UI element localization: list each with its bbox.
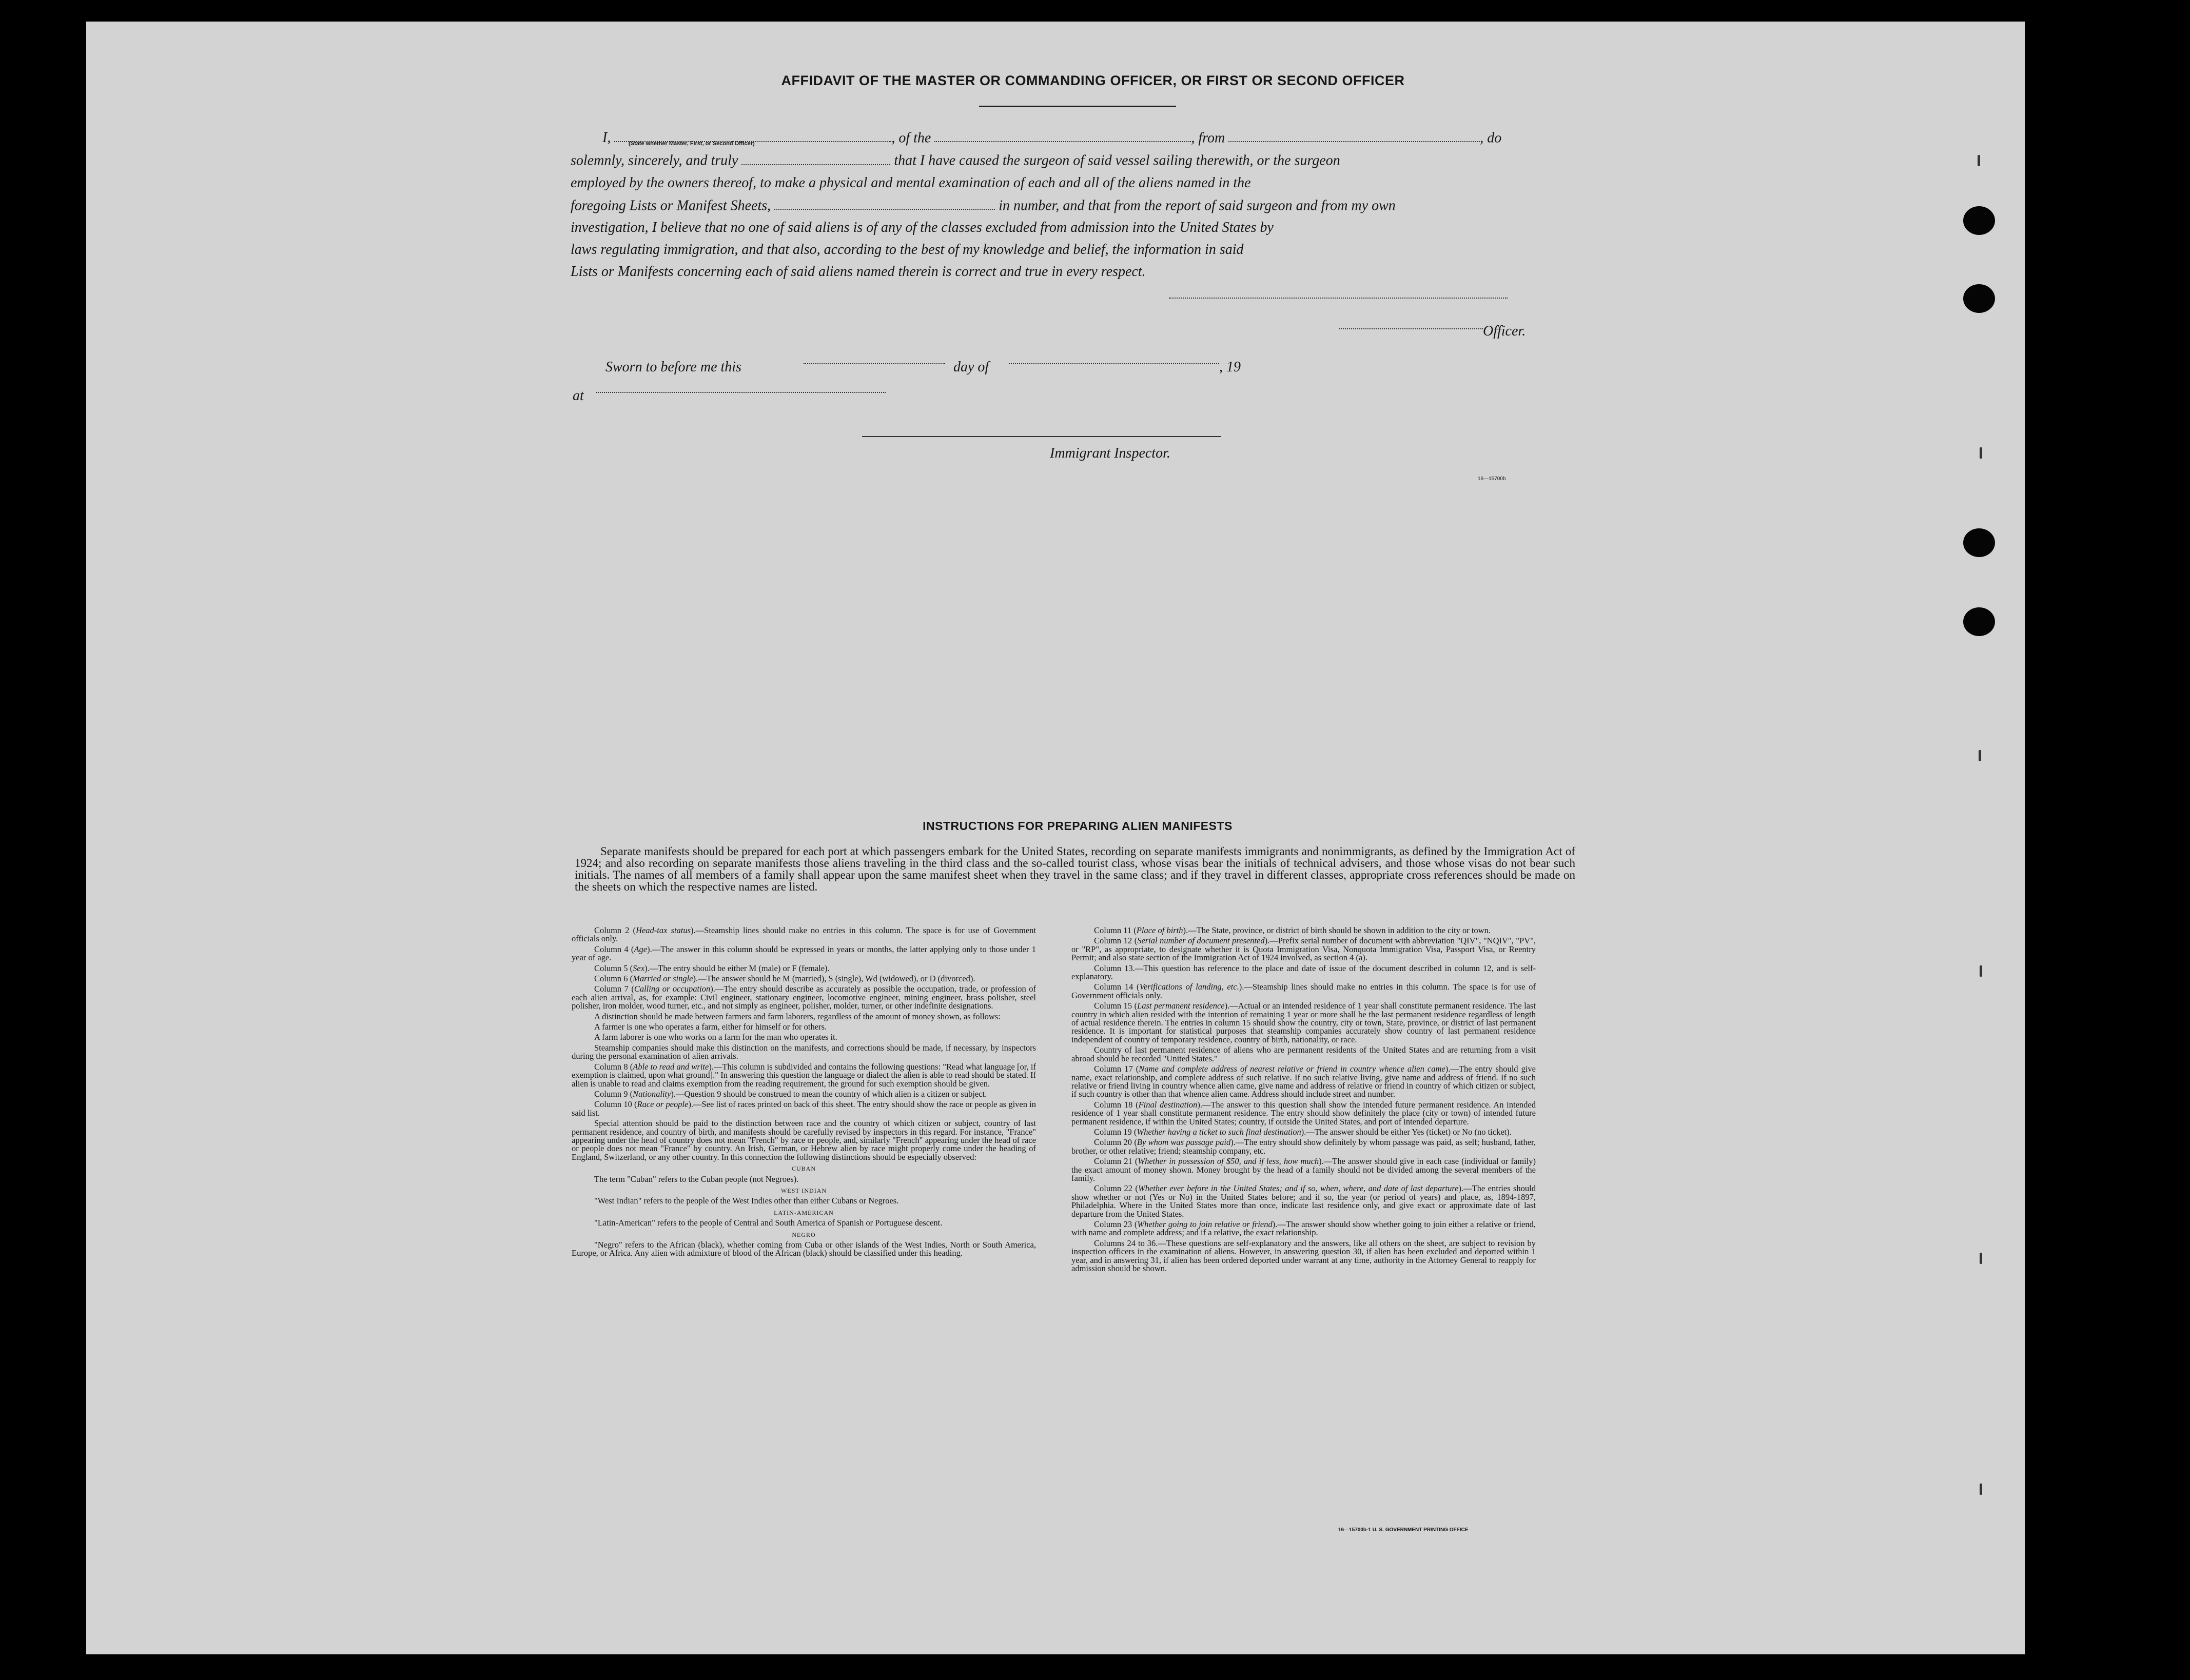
binder-hole [1963,528,1995,557]
instructions-title: INSTRUCTIONS FOR PREPARING ALIEN MANIFESTS [923,819,1233,833]
instruction-text: ).—This column is subdivided and contains the following questions: "Read what language [or, if exemption is claimed, upon what ground]." In answering this question the language or dialect the alien is able to read should be stated. If alien is unable to read and claims exemption from the reading requirement, the ground for such exemption should be given. [572,1061,1037,1089]
rank-caption: (State whether Master, First, or Second Officer) [629,141,755,147]
instructions-intro: Separate manifests should be prepared for each port at which passengers embark for the United States, recording on separate manifests immigrants and nonimmigrants, as defined by the Immigration Act of 1924; and also recording on separate manifests those aliens traveling in the third class and the so-called tourist class, whose visas bear the initials of technical advisers, and those whose visas do not bear such initials. The names of all members of a family shall appear upon the same manifest sheet when they travel in the same class; and if they travel in different classes, appropriate cross references should be made on the sheets on which the respective names are listed. [575,845,1575,893]
column-reference: Columns 24 to 36. [1094,1238,1158,1248]
column-reference: Column 2 ( [594,925,636,935]
column-term: Head-tax status [636,925,691,935]
text-surgeon: that I have caused the surgeon of said vessel sailing therewith, or the surgeon [894,152,1340,169]
column-term: Serial number of document presented [1137,936,1265,946]
column-reference: Column 9 ( [594,1089,633,1099]
column-reference: Column 4 ( [594,944,634,954]
text-foregoing: foregoing Lists or Manifest Sheets, [571,197,771,214]
affidavit-line-5: investigation, I believe that no one of said aliens is of any of the classes excluded from admission into the United States by [571,220,1274,236]
instruction-paragraph [1071,1220,1536,1237]
instruction-text: Special attention should be paid to the distinction between race and the country of which citizen or subject, country of last permanent residence, and country of birth, and manifests should be carefully revised by inspectors in this regard. For instance, "France" appearing under the head of country does not mean "French" by race or people, and, similarly "French" appearing under the head of race or people does not mean "France" by country. An Irish, German, or Hebrew alien by race might properly come under the heading of England, Switzerland, or any other country. In this connection the following distinctions should be especially observed: [572,1118,1036,1162]
instruction-paragraph [572,964,1036,973]
instruction-paragraph [1071,1138,1536,1155]
column-term: Whether ever before in the United States; and if so, when, where, and date of last departure [1138,1183,1459,1194]
instruction-paragraph [1071,964,1536,981]
instruction-paragraph [1071,937,1536,962]
column-reference: Column 21 ( [1094,1156,1138,1167]
text-in-number: in number, and that from the report of said surgeon and from my own [999,197,1396,214]
affidavit-title: AFFIDAVIT OF THE MASTER OR COMMANDING OFFICER, OR FIRST OR SECOND OFFICER [781,73,1405,88]
instruction-paragraph [572,1241,1036,1258]
column-term: Whether having a ticket to such final destination [1137,1126,1301,1137]
column-reference: Column 22 ( [1094,1183,1138,1194]
column-reference: Column 7 ( [594,984,634,994]
sheets-count-blank[interactable] [774,194,995,210]
edge-mark [1978,155,1980,166]
day-of-text: day of [953,359,989,375]
instruction-text: ).—The State, province, or district of birth should be shown in addition to the city or town. [1183,925,1491,935]
inspector-signature-line[interactable] [862,436,1221,437]
instruction-paragraph [572,1063,1036,1088]
instruction-paragraph [572,926,1036,943]
instruction-paragraph [572,975,1036,983]
instruction-text: ).—The answer should give in each case (individual or family) the exact amount of money shown. Money brought by the head of a family should not be divided among the several members of the family. [1071,1156,1536,1183]
title-rule [979,106,1176,107]
instruction-paragraph [572,1033,1036,1041]
affidavit-line-6: laws regulating immigration, and that also, according to the best of my knowledge and belief, the information in said [571,242,1244,258]
column-term: Married or single [633,974,693,984]
instructions-left-column [572,926,1036,1260]
column-term: By whom was passage paid [1137,1137,1231,1148]
instruction-text: ).—Question 9 should be construed to mean the country of which alien is a citizen or subject. [671,1089,987,1099]
section-heading: NEGRO [792,1231,816,1238]
instruction-text: ).—Steamship lines should make no entries in this column. The space is for use of Government officials only. [572,925,1037,944]
column-term: Nationality [633,1089,671,1099]
sworn-day-line[interactable] [804,363,945,364]
column-term: Whether going to join relative or friend [1137,1219,1273,1229]
instruction-text: —This question has reference to the place and date of issue of the document described in column 12, and is self-explanatory. [1071,963,1536,982]
section-heading: WEST INDIAN [780,1187,827,1194]
instruction-text: ).—See list of races printed on back of this sheet. The entry should show the race or people as given in said list. [572,1099,1036,1118]
instruction-text: ).—The answer should be M (married), S (single), Wd (widowed), or D (divorced). [693,974,975,984]
instruction-paragraph [572,1175,1036,1183]
printing-office-footer: 16—15700b-1 U. S. GOVERNMENT PRINTING OFFICE [1338,1527,1469,1533]
instruction-text: ).—Prefix serial number of document with abbreviation "QIV", "NQIV", "PV", or "RP", as appropriate, to designate whether it is Quota Immigration Visa, Nonquota Immigration Visa, Passport Visa, or Reentry Permit; and also state section of the Immigration Act of 1924 involved, as section 4 (a). [1071,936,1536,963]
instruction-text: ).—The entry should describe as accurately as possible the occupation, trade, or profession of each alien arrival, as, for example: Civil engineer, stationary engineer, locomotive engineer, mining engineer, brass polisher, steel polisher, iron molder, wood turner, etc., and not simply as engineer, polisher, molder, turner, or other indefinite designations. [572,984,1036,1011]
instruction-text: ).—Actual or an intended residence of 1 year shall constitute permanent residence. The last country in which alien resided with the intention of remaining 1 year or more shall be the last permanent residence regardless of length of actual residence therein. The entries in column 15 should show the country, city or town, State, province, or district of last permanent residence. It is important for statistical purposes that steamship companies accurately show country of last permanent residence independent of country of temporary residence, country of birth, nationality, or race. [1071,1001,1536,1044]
column-reference: Column 14 ( [1094,982,1140,992]
instruction-text: A distinction should be made between farmers and farm laborers, regardless of the amount of money shown, as follows: [594,1011,1001,1021]
instruction-paragraph [572,945,1036,962]
sworn-text: Sworn to before me this [605,359,741,375]
column-reference: Column 8 ( [594,1061,633,1072]
instruction-text: A farmer is one who operates a farm, either for himself or for others. [594,1022,827,1032]
column-term: Place of birth [1136,925,1183,935]
text-solemnly: solemnly, sincerely, and truly [571,152,738,169]
column-reference: Column 17 ( [1094,1064,1139,1074]
column-term: Calling or occupation [634,984,711,994]
column-reference: Column 12 ( [1094,936,1138,946]
affidavit-line-7: Lists or Manifests concerning each of said aliens named therein is correct and true in every respect. [571,264,1146,280]
edge-mark [1980,1253,1982,1264]
affidavit-text [571,126,1540,283]
column-reference: Column 20 ( [1094,1137,1137,1148]
instruction-text: ).—The answer should show whether going to join either a relative or friend, with name and complete address; and if a relative, the exact relationship. [1071,1219,1536,1238]
instruction-text: ).—The entries should show whether or not (Yes or No) in the United States before; and if so, the year (or period of years) and place, as, 1894-1897, Philadelphia. Where in the United States more than once, indicate last residence only, and give exact or approximate date of last departure from the United States. [1071,1183,1536,1219]
column-reference: Column 10 ( [594,1099,637,1110]
instruction-paragraph [572,1090,1036,1098]
officer-label: Officer. [1483,323,1526,339]
officer-name-line[interactable] [1339,328,1483,329]
port-from-blank[interactable] [1228,126,1480,142]
column-term: Race or people [637,1099,689,1110]
instruction-text: —These questions are self-explanatory and the answers, like all others on the sheet, are subject to revision by inspection officers in the examination of aliens. However, in answering question 30, if alien has been excluded and deported within 1 year, and in answering 31, if alien has been ordered deported under warrant at any time, authority in the Attorney General to reapply for admission should be shown. [1071,1238,1536,1274]
column-reference: Column 19 ( [1094,1126,1137,1137]
instruction-paragraph [1071,1184,1536,1218]
section-heading: CUBAN [791,1165,816,1173]
instruction-text: ).—The entry should be either M (male) or F (female). [644,963,830,973]
instruction-text: ).—Steamship lines should make no entries in this column. The space is for use of Government officials only. [1071,982,1536,1000]
column-term: Verifications of landing, etc. [1139,982,1239,992]
instruction-text: "Negro" refers to the African (black), whether coming from Cuba or other islands of the West Indies, North or South America, Europe, or Africa. Any alien with admixture of blood of the African (black) should be classified under this heading. [572,1240,1036,1258]
column-reference: Column 6 ( [594,974,633,984]
inspector-label: Immigrant Inspector. [1050,445,1170,461]
instruction-text: ).—The entry should show definitely by whom passage was paid, as self; husband, father, brother, or other relative; friend; steamship company, etc. [1071,1137,1536,1156]
instruction-paragraph [572,1119,1036,1161]
column-term: Name and complete address of nearest relative or friend in country whence alien came [1139,1064,1445,1074]
instruction-paragraph [1071,1002,1536,1044]
edge-mark [1980,965,1982,977]
edge-mark [1980,1484,1982,1495]
binder-hole [1963,607,1995,636]
edge-mark [1979,750,1981,761]
column-reference: Column 23 ( [1094,1219,1138,1229]
affidavit-i: I, [602,130,611,146]
column-term: Final destination [1138,1099,1198,1110]
instruction-text: "Latin-American" refers to the people of Central and South America of Spanish or Portuguese descent. [594,1218,943,1228]
column-term: Able to read and write [633,1061,709,1072]
instruction-paragraph [1071,1065,1536,1099]
binder-hole [1963,284,1995,313]
instruction-paragraph [572,1100,1036,1117]
instruction-paragraph [1071,1128,1536,1136]
instruction-text: ).—The answer to this question shall show the intended future permanent residence. An intended residence of 1 year shall constitute permanent residence. The entry should show definitely the place (city or town) of intended future permanent residence, if within the United States; country, if outside the United States, and port of intended departure. [1071,1099,1536,1126]
instruction-paragraph [1071,1157,1536,1182]
column-reference: Column 15 ( [1094,1001,1138,1011]
column-term: Last permanent residence [1137,1001,1225,1011]
column-reference: Column 18 ( [1094,1099,1139,1110]
instruction-paragraph [572,1197,1036,1205]
instructions-right-column [1071,926,1536,1275]
column-reference: Column 5 ( [594,963,633,973]
form-number: 16—15700b [1478,476,1506,482]
instruction-text: ).—The entry should give name, exact relationship, and complete address of such relative. If no such relative living, give name and address of friend. If no such relative or friend living in country whence alien came, give name and address of relative or friend in country of which citizen or subject, if such country is other than that whence alien came. Address should include street and number. [1071,1064,1536,1099]
instruction-text: ).—The answer in this column should be expressed in years or months, the latter applying only to those under 1 year of age. [572,944,1036,963]
instruction-text: ).—The answer should be either Yes (ticket) or No (no ticket). [1301,1126,1512,1137]
instruction-text: Country of last permanent residence of aliens who are permanent residents of the United States and are returning from a visit abroad should be recorded "United States." [1071,1045,1536,1063]
edge-mark [1980,447,1982,459]
column-term: Sex [633,963,645,973]
instruction-paragraph [572,1013,1036,1021]
instruction-text: Steamship companies should make this distinction on the manifests, and corrections should be made, if necessary, by inspectors during the personal examination of alien arrivals. [572,1042,1036,1061]
instruction-paragraph [1071,926,1536,935]
year-text: , 19 [1219,359,1241,375]
binder-hole [1963,206,1995,235]
instruction-paragraph [572,1219,1036,1227]
affidavit-line-3: employed by the owners thereof, to make a physical and mental examination of each and all of the aliens named in the [571,174,1251,191]
instruction-paragraph [1071,1046,1536,1063]
text-of-the: , of the [891,130,931,146]
column-term: Whether in possession of $50, and if less, how much [1138,1156,1319,1167]
officer-signature-line[interactable] [1169,298,1508,299]
at-text: at [573,388,584,404]
instruction-paragraph [1071,983,1536,1000]
instruction-text: A farm laborer is one who works on a farm for the man who operates it. [594,1032,837,1042]
sworn-blank[interactable] [741,149,890,165]
column-reference: Column 11 ( [1094,925,1137,935]
section-heading: LATIN-AMERICAN [774,1209,834,1216]
instruction-text: "West Indian" refers to the people of the West Indies other than either Cubans or Negroes. [594,1196,899,1206]
officer-rank-blank[interactable] [614,126,891,142]
vessel-name-blank[interactable] [934,126,1191,142]
text-from: , from [1191,130,1225,146]
place-line[interactable] [596,392,886,393]
instruction-paragraph [572,985,1036,1010]
text-do: , do [1480,130,1502,146]
instruction-paragraph [1071,1101,1536,1126]
instruction-paragraph [1071,1239,1536,1273]
sworn-month-line[interactable] [1009,363,1219,364]
instruction-paragraph [572,1044,1036,1061]
column-term: Age [634,944,648,954]
instruction-paragraph [572,1023,1036,1031]
column-reference: Column 13. [1094,963,1135,973]
instruction-text: The term "Cuban" refers to the Cuban people (not Negroes). [594,1174,799,1184]
